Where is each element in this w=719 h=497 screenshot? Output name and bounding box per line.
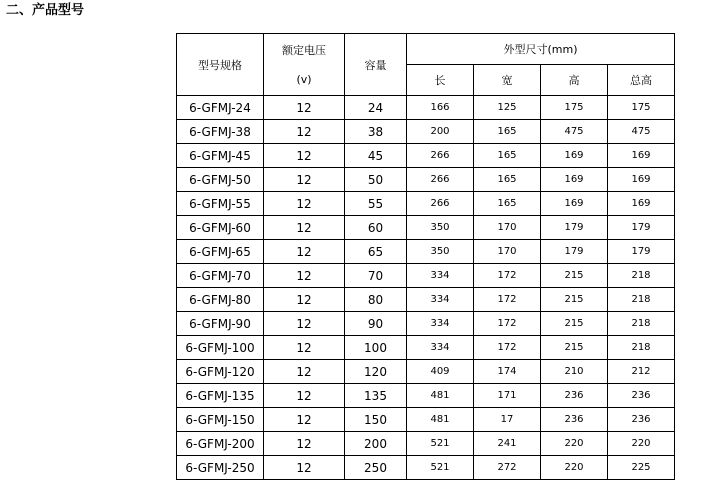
cell-height: 169 [541,192,608,216]
cell-model: 6-GFMJ-55 [177,192,264,216]
cell-capacity: 135 [345,384,407,408]
cell-capacity: 38 [345,120,407,144]
cell-voltage: 12 [264,336,345,360]
cell-width: 165 [474,168,541,192]
cell-voltage: 12 [264,384,345,408]
cell-model: 6-GFMJ-135 [177,384,264,408]
cell-total-height: 179 [608,240,675,264]
cell-model: 6-GFMJ-150 [177,408,264,432]
cell-height: 220 [541,456,608,480]
cell-model: 6-GFMJ-65 [177,240,264,264]
cell-model: 6-GFMJ-50 [177,168,264,192]
cell-length: 266 [407,168,474,192]
table-row [177,432,675,456]
cell-width: 272 [474,456,541,480]
cell-height: 236 [541,384,608,408]
cell-height: 179 [541,240,608,264]
table-row [177,336,675,360]
cell-width: 165 [474,120,541,144]
cell-capacity: 120 [345,360,407,384]
cell-length: 521 [407,456,474,480]
table-row [177,288,675,312]
cell-height: 215 [541,288,608,312]
cell-length: 350 [407,240,474,264]
cell-voltage: 12 [264,408,345,432]
cell-length: 166 [407,96,474,120]
table-row [177,312,675,336]
cell-capacity: 24 [345,96,407,120]
cell-width: 241 [474,432,541,456]
cell-width: 17 [474,408,541,432]
table-row [177,264,675,288]
table-row [177,408,675,432]
cell-capacity: 90 [345,312,407,336]
cell-capacity: 200 [345,432,407,456]
cell-width: 172 [474,312,541,336]
table-row [177,240,675,264]
cell-total-height: 175 [608,96,675,120]
cell-length: 334 [407,312,474,336]
cell-model: 6-GFMJ-45 [177,144,264,168]
cell-width: 165 [474,144,541,168]
cell-voltage: 12 [264,144,345,168]
header-voltage-label: 额定电压 [282,44,326,57]
cell-length: 200 [407,120,474,144]
cell-model: 6-GFMJ-200 [177,432,264,456]
cell-width: 171 [474,384,541,408]
cell-width: 172 [474,288,541,312]
cell-width: 165 [474,192,541,216]
cell-height: 175 [541,96,608,120]
cell-capacity: 65 [345,240,407,264]
cell-height: 179 [541,216,608,240]
cell-width: 172 [474,264,541,288]
cell-total-height: 179 [608,216,675,240]
cell-total-height: 225 [608,456,675,480]
cell-capacity: 150 [345,408,407,432]
cell-model: 6-GFMJ-24 [177,96,264,120]
cell-total-height: 218 [608,312,675,336]
cell-length: 266 [407,192,474,216]
cell-model: 6-GFMJ-250 [177,456,264,480]
cell-height: 169 [541,168,608,192]
product-spec-table [176,33,675,480]
cell-width: 170 [474,240,541,264]
cell-total-height: 169 [608,168,675,192]
header-total-height: 总高 [608,65,675,96]
header-length: 长 [407,65,474,96]
cell-capacity: 80 [345,288,407,312]
header-row-top [177,34,675,65]
cell-total-height: 169 [608,192,675,216]
cell-voltage: 12 [264,96,345,120]
cell-total-height: 218 [608,288,675,312]
cell-width: 174 [474,360,541,384]
cell-model: 6-GFMJ-80 [177,288,264,312]
cell-voltage: 12 [264,264,345,288]
cell-model: 6-GFMJ-90 [177,312,264,336]
cell-model: 6-GFMJ-120 [177,360,264,384]
cell-voltage: 12 [264,288,345,312]
cell-total-height: 236 [608,408,675,432]
cell-length: 481 [407,408,474,432]
header-voltage-unit: (v) [296,73,312,86]
cell-voltage: 12 [264,432,345,456]
cell-width: 125 [474,96,541,120]
cell-capacity: 100 [345,336,407,360]
cell-height: 215 [541,312,608,336]
cell-voltage: 12 [264,240,345,264]
table-row [177,192,675,216]
cell-voltage: 12 [264,120,345,144]
cell-length: 350 [407,216,474,240]
cell-voltage: 12 [264,192,345,216]
header-dimensions: 外型尺寸(mm) [407,34,675,65]
header-model: 型号规格 [177,34,264,96]
cell-height: 236 [541,408,608,432]
cell-width: 170 [474,216,541,240]
cell-capacity: 50 [345,168,407,192]
cell-total-height: 169 [608,144,675,168]
cell-height: 215 [541,336,608,360]
cell-height: 169 [541,144,608,168]
cell-capacity: 55 [345,192,407,216]
table-row [177,120,675,144]
cell-total-height: 218 [608,264,675,288]
header-height: 高 [541,65,608,96]
table-row [177,216,675,240]
cell-length: 334 [407,264,474,288]
cell-voltage: 12 [264,360,345,384]
header-width: 宽 [474,65,541,96]
cell-model: 6-GFMJ-60 [177,216,264,240]
cell-total-height: 475 [608,120,675,144]
table-row [177,168,675,192]
cell-total-height: 212 [608,360,675,384]
cell-total-height: 236 [608,384,675,408]
cell-length: 334 [407,336,474,360]
cell-height: 215 [541,264,608,288]
cell-height: 210 [541,360,608,384]
table-row [177,360,675,384]
cell-capacity: 70 [345,264,407,288]
cell-voltage: 12 [264,312,345,336]
cell-voltage: 12 [264,216,345,240]
cell-capacity: 60 [345,216,407,240]
cell-length: 521 [407,432,474,456]
table-row [177,384,675,408]
cell-model: 6-GFMJ-38 [177,120,264,144]
cell-length: 481 [407,384,474,408]
cell-capacity: 250 [345,456,407,480]
cell-length: 334 [407,288,474,312]
cell-voltage: 12 [264,168,345,192]
header-capacity: 容量 [345,34,407,96]
cell-voltage: 12 [264,456,345,480]
cell-width: 172 [474,336,541,360]
table-row [177,144,675,168]
cell-total-height: 220 [608,432,675,456]
cell-model: 6-GFMJ-70 [177,264,264,288]
header-voltage [264,34,345,96]
cell-model: 6-GFMJ-100 [177,336,264,360]
cell-capacity: 45 [345,144,407,168]
cell-total-height: 218 [608,336,675,360]
cell-height: 475 [541,120,608,144]
table-row [177,96,675,120]
cell-length: 409 [407,360,474,384]
section-heading: 二、产品型号 [6,3,85,18]
cell-length: 266 [407,144,474,168]
table-row [177,456,675,480]
cell-height: 220 [541,432,608,456]
